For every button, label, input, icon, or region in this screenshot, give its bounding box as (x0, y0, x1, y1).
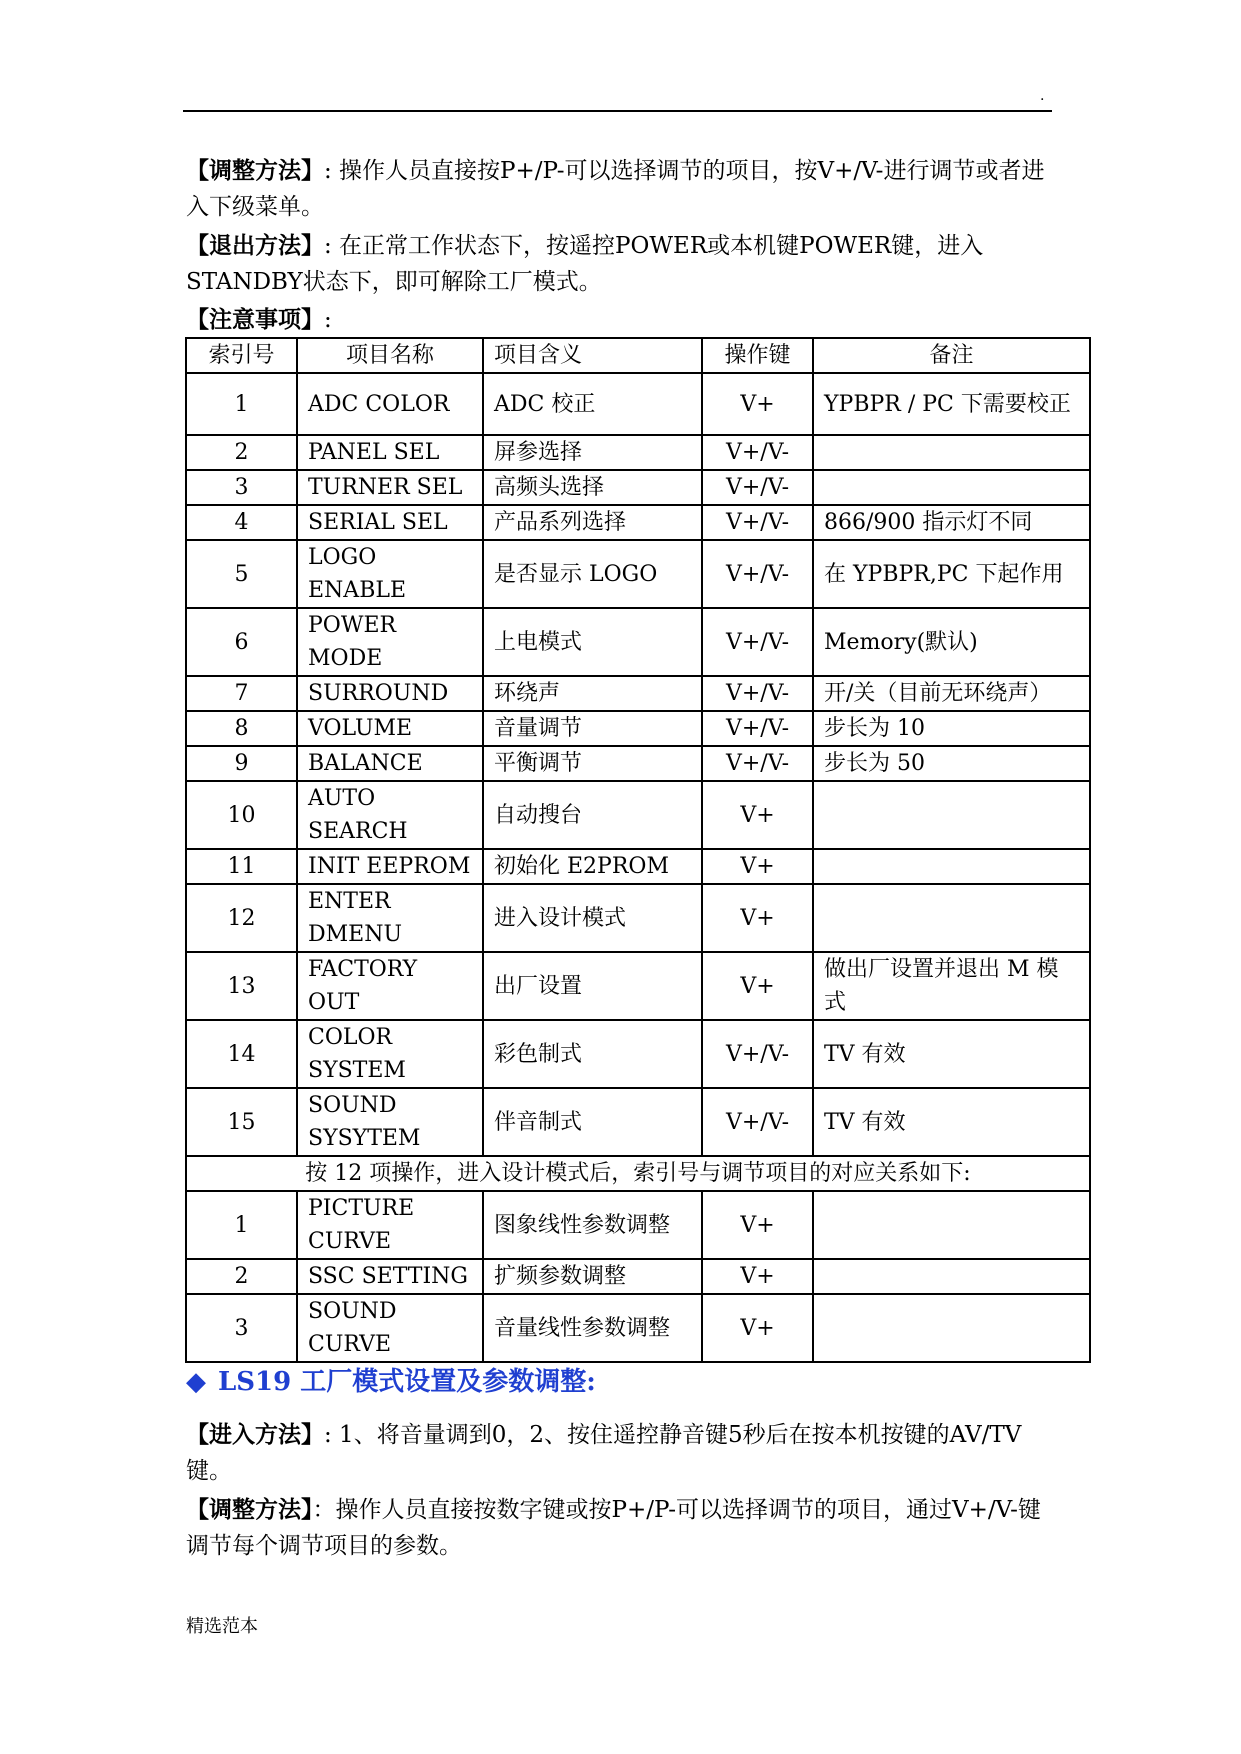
table-row (186, 373, 1090, 435)
cell-key: V+ (702, 781, 813, 849)
cell-name: POWER MODE (297, 608, 483, 676)
adjust-method-2-paragraph (186, 1492, 1056, 1564)
cell-meaning: 产品系列选择 (483, 505, 702, 540)
cell-key: V+/V- (702, 435, 813, 470)
table-body (186, 338, 1090, 1362)
cell-remark: Memory(默认) (813, 608, 1090, 676)
cell-remark (813, 781, 1090, 849)
cell-meaning: 进入设计模式 (483, 884, 702, 952)
cell-remark (813, 849, 1090, 884)
cell-key: V+/V- (702, 608, 813, 676)
span-note: 按 12 项操作，进入设计模式后，索引号与调节项目的对应关系如下: (186, 1156, 1090, 1191)
cell-remark (813, 1191, 1090, 1259)
cell-meaning: 伴音制式 (483, 1088, 702, 1156)
cell-remark: YPBPR / PC 下需要校正 (813, 373, 1090, 435)
cell-meaning: 环绕声 (483, 676, 702, 711)
enter-method-paragraph (186, 1417, 1056, 1489)
cell-key: V+ (702, 1259, 813, 1294)
table-row (186, 608, 1090, 676)
cell-index: 6 (186, 608, 297, 676)
table-row (186, 676, 1090, 711)
cell-meaning: 图象线性参数调整 (483, 1191, 702, 1259)
cell-remark: 在 YPBPR,PC 下起作用 (813, 540, 1090, 608)
cell-meaning: 屏参选择 (483, 435, 702, 470)
cell-meaning: 是否显示 LOGO (483, 540, 702, 608)
cell-index: 12 (186, 884, 297, 952)
cell-meaning: 出厂设置 (483, 952, 702, 1020)
cell-name: SOUND CURVE (297, 1294, 483, 1362)
cell-name: SOUND SYSYTEM (297, 1088, 483, 1156)
cell-remark: 开/关（目前无环绕声） (813, 676, 1090, 711)
exit-method-text: : 在正常工作状态下，按遥控POWER或本机键POWER键，进入STANDBY状态下，即可解除工厂模式。 (186, 233, 984, 295)
adjust-method-label: 【调整方法】 (186, 157, 324, 184)
cell-remark: TV 有效 (813, 1088, 1090, 1156)
cell-index: 11 (186, 849, 297, 884)
table-row (186, 849, 1090, 884)
cell-remark (813, 435, 1090, 470)
table-header-row (186, 338, 1090, 373)
cell-name: SSC SETTING (297, 1259, 483, 1294)
cell-key: V+/V- (702, 711, 813, 746)
table-row (186, 435, 1090, 470)
exit-method-label: 【退出方法】 (186, 232, 324, 259)
cell-name: BALANCE (297, 746, 483, 781)
header-cell-meaning: 项目含义 (483, 338, 702, 373)
cell-name: VOLUME (297, 711, 483, 746)
table-row (186, 1088, 1090, 1156)
cell-index: 7 (186, 676, 297, 711)
cell-remark (813, 470, 1090, 505)
cell-name: FACTORY OUT (297, 952, 483, 1020)
cell-name: ADC COLOR (297, 373, 483, 435)
cell-meaning: 音量调节 (483, 711, 702, 746)
section-title (186, 1361, 596, 1398)
adjust-method-2-label: 【调整方法】 (186, 1496, 313, 1523)
cell-key: V+ (702, 952, 813, 1020)
cell-remark: 做出厂设置并退出 M 模式 (813, 952, 1090, 1020)
cell-key: V+ (702, 849, 813, 884)
diamond-bullet-icon: ◆ (186, 1367, 206, 1397)
cell-remark (813, 1259, 1090, 1294)
cell-remark (813, 1294, 1090, 1362)
table-row (186, 711, 1090, 746)
enter-method-text: : 1、将音量调到0，2、按住遥控静音键5秒后在按本机按键的AV/TV键。 (186, 1422, 1022, 1484)
cell-remark: 步长为 50 (813, 746, 1090, 781)
adjust-method-2-text: ：操作人员直接按数字键或按P+/P-可以选择调节的项目，通过V+/V-键调节每个调节项目的参数。 (186, 1497, 1041, 1559)
table-row (186, 470, 1090, 505)
cell-key: V+/V- (702, 470, 813, 505)
table-row (186, 1259, 1090, 1294)
header-mark: . (1040, 88, 1045, 104)
cell-name: PANEL SEL (297, 435, 483, 470)
header-cell-index: 索引号 (186, 338, 297, 373)
cell-key: V+/V- (702, 505, 813, 540)
cell-remark: TV 有效 (813, 1020, 1090, 1088)
header-cell-remark: 备注 (813, 338, 1090, 373)
cell-key: V+ (702, 1294, 813, 1362)
footer-text: 精选范本 (186, 1616, 258, 1637)
cell-name: PICTURE CURVE (297, 1191, 483, 1259)
table-row (186, 505, 1090, 540)
cell-name: ENTER DMENU (297, 884, 483, 952)
table-row (186, 781, 1090, 849)
cell-index: 2 (186, 435, 297, 470)
cell-name: SURROUND (297, 676, 483, 711)
cell-index: 8 (186, 711, 297, 746)
cell-meaning: 高频头选择 (483, 470, 702, 505)
cell-name: LOGO ENABLE (297, 540, 483, 608)
cell-index: 9 (186, 746, 297, 781)
notes-colon: : (324, 307, 332, 333)
cell-meaning: 音量线性参数调整 (483, 1294, 702, 1362)
enter-method-label: 【进入方法】 (186, 1421, 324, 1448)
cell-remark: 866/900 指示灯不同 (813, 505, 1090, 540)
cell-index: 4 (186, 505, 297, 540)
cell-remark: 步长为 10 (813, 711, 1090, 746)
notes-heading (186, 302, 1056, 338)
factory-menu-table (185, 337, 1091, 1363)
cell-index: 3 (186, 470, 297, 505)
cell-index: 1 (186, 1191, 297, 1259)
cell-key: V+/V- (702, 1088, 813, 1156)
cell-name: TURNER SEL (297, 470, 483, 505)
cell-key: V+/V- (702, 540, 813, 608)
cell-index: 15 (186, 1088, 297, 1156)
cell-name: AUTO SEARCH (297, 781, 483, 849)
cell-index: 2 (186, 1259, 297, 1294)
cell-name: INIT EEPROM (297, 849, 483, 884)
cell-key: V+/V- (702, 1020, 813, 1088)
table-row (186, 1294, 1090, 1362)
cell-key: V+ (702, 373, 813, 435)
table-row (186, 952, 1090, 1020)
section-title-text: LS19 工厂模式设置及参数调整: (218, 1367, 596, 1397)
adjust-method-text: : 操作人员直接按P+/P-可以选择调节的项目，按V+/V-进行调节或者进入下级菜单。 (186, 158, 1045, 220)
cell-remark (813, 884, 1090, 952)
cell-index: 10 (186, 781, 297, 849)
header-cell-name: 项目名称 (297, 338, 483, 373)
cell-meaning: 扩频参数调整 (483, 1259, 702, 1294)
cell-meaning: 上电模式 (483, 608, 702, 676)
table-row (186, 746, 1090, 781)
header-cell-key: 操作键 (702, 338, 813, 373)
cell-meaning: 自动搜台 (483, 781, 702, 849)
notes-label: 【注意事项】 (186, 306, 324, 333)
cell-index: 3 (186, 1294, 297, 1362)
cell-meaning: 彩色制式 (483, 1020, 702, 1088)
cell-index: 1 (186, 373, 297, 435)
cell-meaning: ADC 校正 (483, 373, 702, 435)
cell-meaning: 平衡调节 (483, 746, 702, 781)
exit-method-paragraph (186, 228, 1056, 300)
cell-name: SERIAL SEL (297, 505, 483, 540)
cell-index: 14 (186, 1020, 297, 1088)
table-row (186, 884, 1090, 952)
cell-key: V+/V- (702, 676, 813, 711)
table-span-row (186, 1156, 1090, 1191)
table-row (186, 1020, 1090, 1088)
cell-meaning: 初始化 E2PROM (483, 849, 702, 884)
header-rule (183, 110, 1052, 112)
cell-key: V+ (702, 1191, 813, 1259)
table-row (186, 540, 1090, 608)
table-row (186, 1191, 1090, 1259)
cell-index: 5 (186, 540, 297, 608)
cell-key: V+ (702, 884, 813, 952)
cell-key: V+/V- (702, 746, 813, 781)
adjust-method-paragraph (186, 153, 1056, 225)
cell-name: COLOR SYSTEM (297, 1020, 483, 1088)
cell-index: 13 (186, 952, 297, 1020)
